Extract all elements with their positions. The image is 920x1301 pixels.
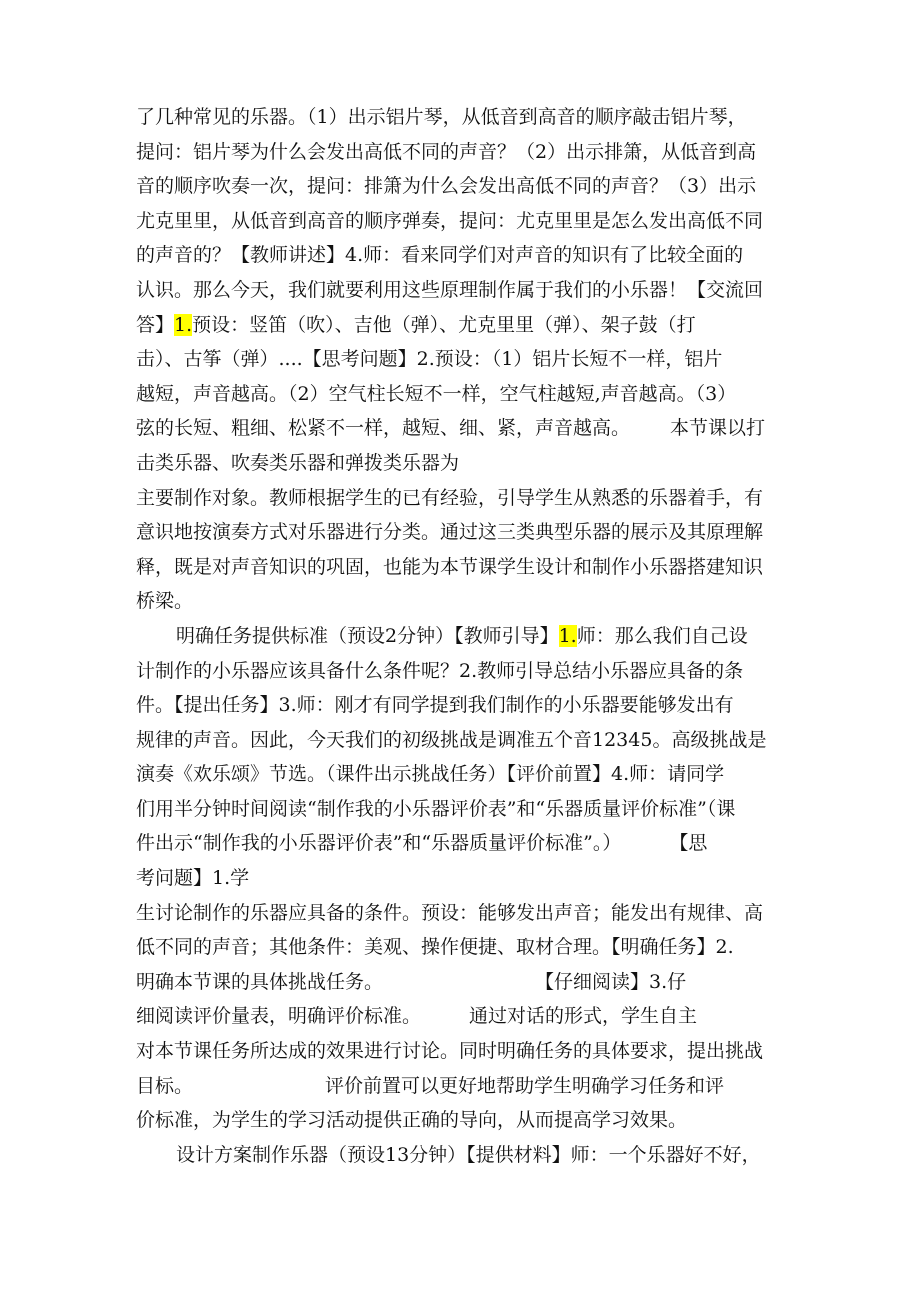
text-line	[136, 896, 796, 931]
text-segment: 提问：铝片琴为什么会发出高低不同的声音？（2）出示排箫，从低音到高	[136, 140, 757, 163]
text-segment: 规律的声音。因此，今天我们的初级挑战是调准五个音12345。高级挑战是	[136, 728, 767, 751]
text-line	[136, 411, 796, 446]
text-segment: 音的顺序吹奏一次，提问：排箫为什么会发出高低不同的声音？（3）出示	[136, 175, 757, 198]
text-segment: 生讨论制作的乐器应具备的条件。预设：能够发出声音；能发出有规律、高	[136, 901, 764, 924]
text-segment: 弦的长短、粗细、松紧不一样，越短、细、紧，声音越高。	[136, 417, 631, 440]
text-segment: 击）、古筝（弹）....【思考问题】2.预设：（1）铝片长短不一样，铝片	[136, 348, 723, 371]
text-segment: 目标。	[136, 1074, 194, 1097]
text-line	[136, 169, 796, 204]
text-line	[136, 688, 796, 723]
text-segment: 演奏《欢乐颂》节选。（课件出示挑战任务）【评价前置】4.师：请同学	[136, 763, 725, 786]
text-line	[136, 273, 796, 308]
text-segment: 评价前置可以更好地帮助学生明确学习任务和评	[325, 1074, 725, 1097]
text-segment: 本节课以打	[670, 417, 766, 440]
document-body	[136, 100, 796, 1172]
text-line	[136, 965, 796, 1000]
highlighted-number: 1.	[174, 313, 193, 336]
text-segment: 了几种常见的乐器。（1）出示铝片琴，从低音到高音的顺序敲击铝片琴，	[136, 106, 747, 128]
text-line	[136, 757, 796, 792]
text-line	[136, 238, 796, 273]
text-segment: 对本节课任务所达成的效果进行讨论。同时明确任务的具体要求，提出挑战	[136, 1040, 764, 1063]
text-line	[136, 930, 796, 965]
text-segment: 击类乐器、吹奏类乐器和弹拨类乐器为	[136, 451, 460, 474]
text-line	[136, 1138, 796, 1173]
text-segment: 们用半分钟时间阅读“制作我的小乐器评价表”和“乐器质量评价标准”（课	[136, 797, 736, 820]
text-line	[136, 792, 796, 827]
text-line	[136, 619, 796, 654]
text-segment: 明确任务提供标准（预设2分钟）【教师引导】	[176, 624, 559, 647]
highlighted-number: 1.	[558, 624, 577, 647]
text-segment: 的声音的？【教师讲述】4.师：看来同学们对声音的知识有了比较全面的	[136, 244, 744, 267]
text-line	[136, 826, 796, 861]
text-segment: 通过对话的形式，学生自主	[469, 1005, 698, 1028]
text-segment: 主要制作对象。教师根据学生的已有经验，引导学生从熟悉的乐器着手，有	[136, 486, 764, 509]
text-segment: 认识。那么今天，我们就要利用这些原理制作属于我们的小乐器！【交流回	[136, 278, 764, 301]
text-line	[136, 446, 796, 481]
text-line	[136, 999, 796, 1034]
text-segment: 设计方案制作乐器（预设13分钟）【提供材料】师：一个乐器好不好，	[176, 1143, 761, 1166]
text-segment: 意识地按演奏方式对乐器进行分类。通过这三类典型乐器的展示及其原理解	[136, 521, 764, 544]
text-segment: 件出示“制作我的小乐器评价表”和“乐器质量评价标准”。）	[136, 832, 622, 855]
text-segment: 考问题】1.学	[136, 867, 250, 890]
text-segment: 答】	[136, 313, 175, 336]
text-line	[136, 654, 796, 689]
text-segment: 明确本节课的具体挑战任务。	[136, 970, 384, 993]
text-segment: 尤克里里，从低音到高音的顺序弹奏，提问：尤克里里是怎么发出高低不同	[136, 209, 764, 232]
text-line	[136, 1103, 796, 1138]
text-line	[136, 515, 796, 550]
text-line	[136, 723, 796, 758]
text-line	[136, 1069, 796, 1104]
text-segment: 预设：竖笛（吹）、吉他（弹）、尤克里里（弹）、架子鼓（打	[192, 313, 696, 336]
text-line	[136, 481, 796, 516]
text-segment: 件。【提出任务】3.师：刚才有同学提到我们制作的小乐器要能够发出有	[136, 694, 734, 717]
text-line	[136, 584, 796, 619]
text-line	[136, 135, 796, 170]
text-segment: 【仔细阅读】3.仔	[535, 970, 687, 993]
text-line	[136, 550, 796, 585]
text-segment: 【思	[669, 832, 708, 855]
text-segment: 价标准，为学生的学习活动提供正确的导向，从而提高学习效果。	[136, 1109, 688, 1132]
text-segment: 细阅读评价量表，明确评价标准。	[136, 1005, 422, 1028]
text-line	[136, 861, 796, 896]
text-line	[136, 204, 796, 239]
text-segment: 桥梁。	[136, 590, 194, 613]
text-segment: 师：那么我们自己设	[576, 624, 748, 647]
text-line	[136, 308, 796, 343]
text-line	[136, 1034, 796, 1069]
text-line	[136, 342, 796, 377]
text-line	[136, 100, 796, 135]
text-segment: 越短，声音越高。（2）空气柱长短不一样，空气柱越短,声音越高。（3）	[136, 382, 737, 405]
text-line	[136, 377, 796, 412]
text-segment: 计制作的小乐器应该具备什么条件呢？2.教师引导总结小乐器应具备的条	[136, 659, 744, 682]
text-segment: 低不同的声音；其他条件：美观、操作便捷、取材合理。【明确任务】2.	[136, 936, 734, 959]
text-segment: 释，既是对声音知识的巩固，也能为本节课学生设计和制作小乐器搭建知识	[136, 555, 764, 578]
